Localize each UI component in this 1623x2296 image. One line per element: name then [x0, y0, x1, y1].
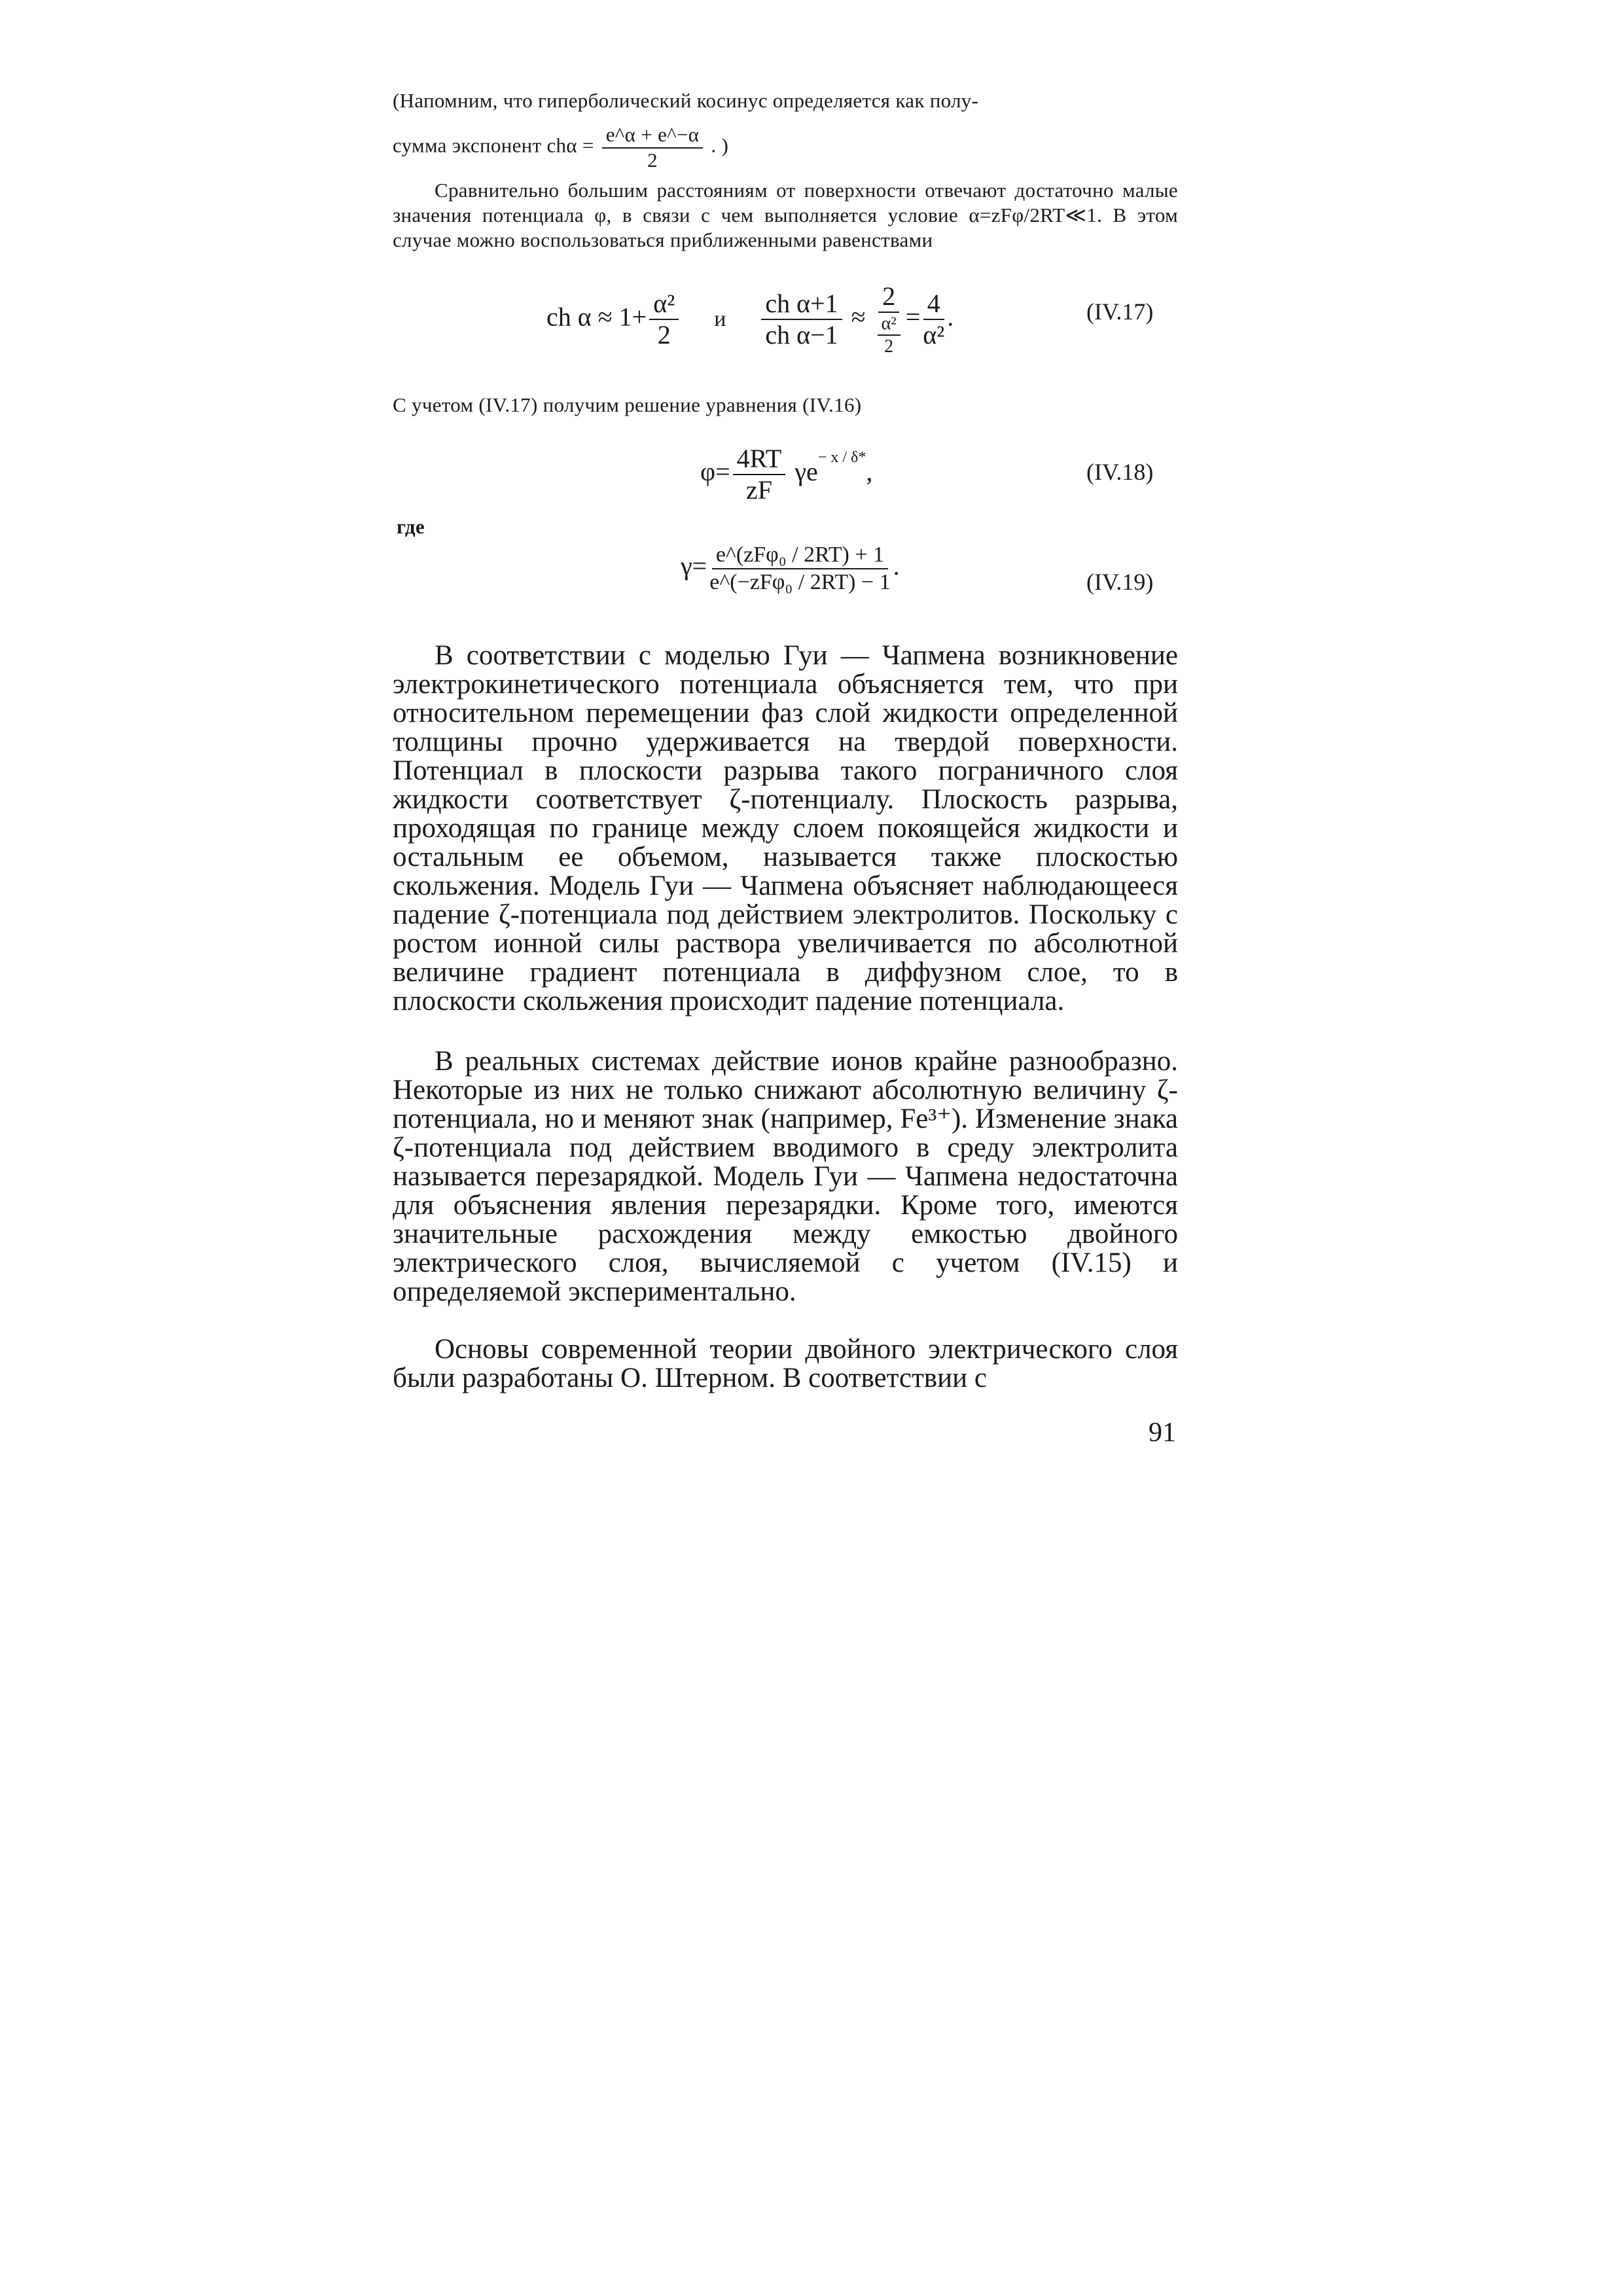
- paragraph-3: В реальных системах действие ионов крайне разнообразно. Некоторые из них не только снижают абсолютную величину ζ-потенциала, но и меняют знак (например, Fe³⁺). Изменение знака ζ-потенциала под действием вводимого в среду электролита называется перезарядкой. Модель Гуи — Чапмена недостаточна для объяснения явления перезарядки. Кроме того, имеются значительные расхождения между емкостью двойного электрического слоя, вычисляемой с учетом (IV.15) и определяемой экспериментально.: [393, 1046, 1178, 1307]
- line-before-eq18: С учетом (IV.17) получим решение уравнения (IV.16): [393, 393, 862, 416]
- equation-iv19: γ= $\frac{\text{e\textasciicircum{}(zFφ₀ / 2RT) + 1}}{\text{e\textasciicircum{}(−zFφ₀ / 2RT) − 1}}$ .: [681, 543, 900, 594]
- paragraph-2: В соответствии с моделью Гуи — Чапмена возникновение электрокинетического потенциала объясняется тем, что при относительном перемещении фаз слой жидкости определенной толщины прочно удерживается на твердой поверхности. Потенциал в плоскости разрыва такого пограничного слоя жидкости соответствует ζ-потенциалу. Плоскость разрыва, проходящая по границе между слоем покоящейся жидкости и остальным ее объемом, называется также плоскостью скольжения. Модель Гуи — Чапмена объясняет наблюдающееся падение ζ-потенциала под действием электролитов. Поскольку с ростом ионной силы раствора увеличивается по абсолютной величине градиент потенциала в диффузном слое, то в плоскости скольжения происходит падение потенциала.: [393, 640, 1178, 1016]
- equation-number-iv18: (IV.18): [1086, 459, 1154, 485]
- eq17-right-frac: $\frac{\text{ch α+1}}{\text{ch α−1}}$: [761, 290, 842, 349]
- eq17-left-frac: $\frac{\text{α²}}{2}$: [649, 290, 679, 349]
- equation-number-iv19: (IV.19): [1086, 569, 1154, 595]
- paragraph-1: Сравнительно большим расстояниям от поверхности отвечают достаточно малые значения потенциала φ, в связи с чем выполняется условие α=zFφ/2RT≪1. В этом случае можно воспользоваться приближенными равенствами: [393, 179, 1178, 251]
- eq18-frac: $\frac{4RT}{zF}$: [733, 445, 786, 504]
- eq17-end-frac: $\frac{4}{\text{α²}}$: [923, 289, 945, 350]
- intro-line2: сумма экспонент chα = $\frac{e\^{}\alpha + e\^{}-\alpha}{2}$ . ): [393, 123, 729, 171]
- equation-iv18: φ= $\frac{4RT}{zF}$ $\gamma e^{- x / \delta*}$,: [700, 444, 873, 505]
- intro-line1: (Напомним, что гиперболический косинус определяется как полу-: [393, 89, 979, 112]
- eq19-frac: $\frac{\text{e\textasciicircum{}(zFφ₀ / 2RT) + 1}}{\text{e\textasciicircum{}(−zFφ₀ / 2RT) − 1}}$: [709, 543, 891, 594]
- equation-number-iv17: (IV.17): [1086, 298, 1154, 325]
- equation-iv17: ch α ≈ 1+ $\frac{\text{α²}}{2}$ и $\frac{\text{ch α+1}}{\text{ch α−1}}$ ≈ $\frac{2}{\frac{\text{α²}}{2}}$ = $\frac{4}{\text{α²}}$ .: [546, 281, 954, 357]
- page-number: 91: [1149, 1418, 1176, 1448]
- eq17-mid-frac: $\frac{2}{\frac{\text{α²}}{2}}$: [875, 283, 903, 357]
- where-label: где: [397, 515, 425, 538]
- paragraph-4: Основы современной теории двойного электрического слоя были разработаны О. Штерном. В соответствии с: [393, 1334, 1178, 1393]
- intro-fraction: $\frac{e\^{}\alpha + e\^{}-\alpha}{2}$: [602, 124, 704, 171]
